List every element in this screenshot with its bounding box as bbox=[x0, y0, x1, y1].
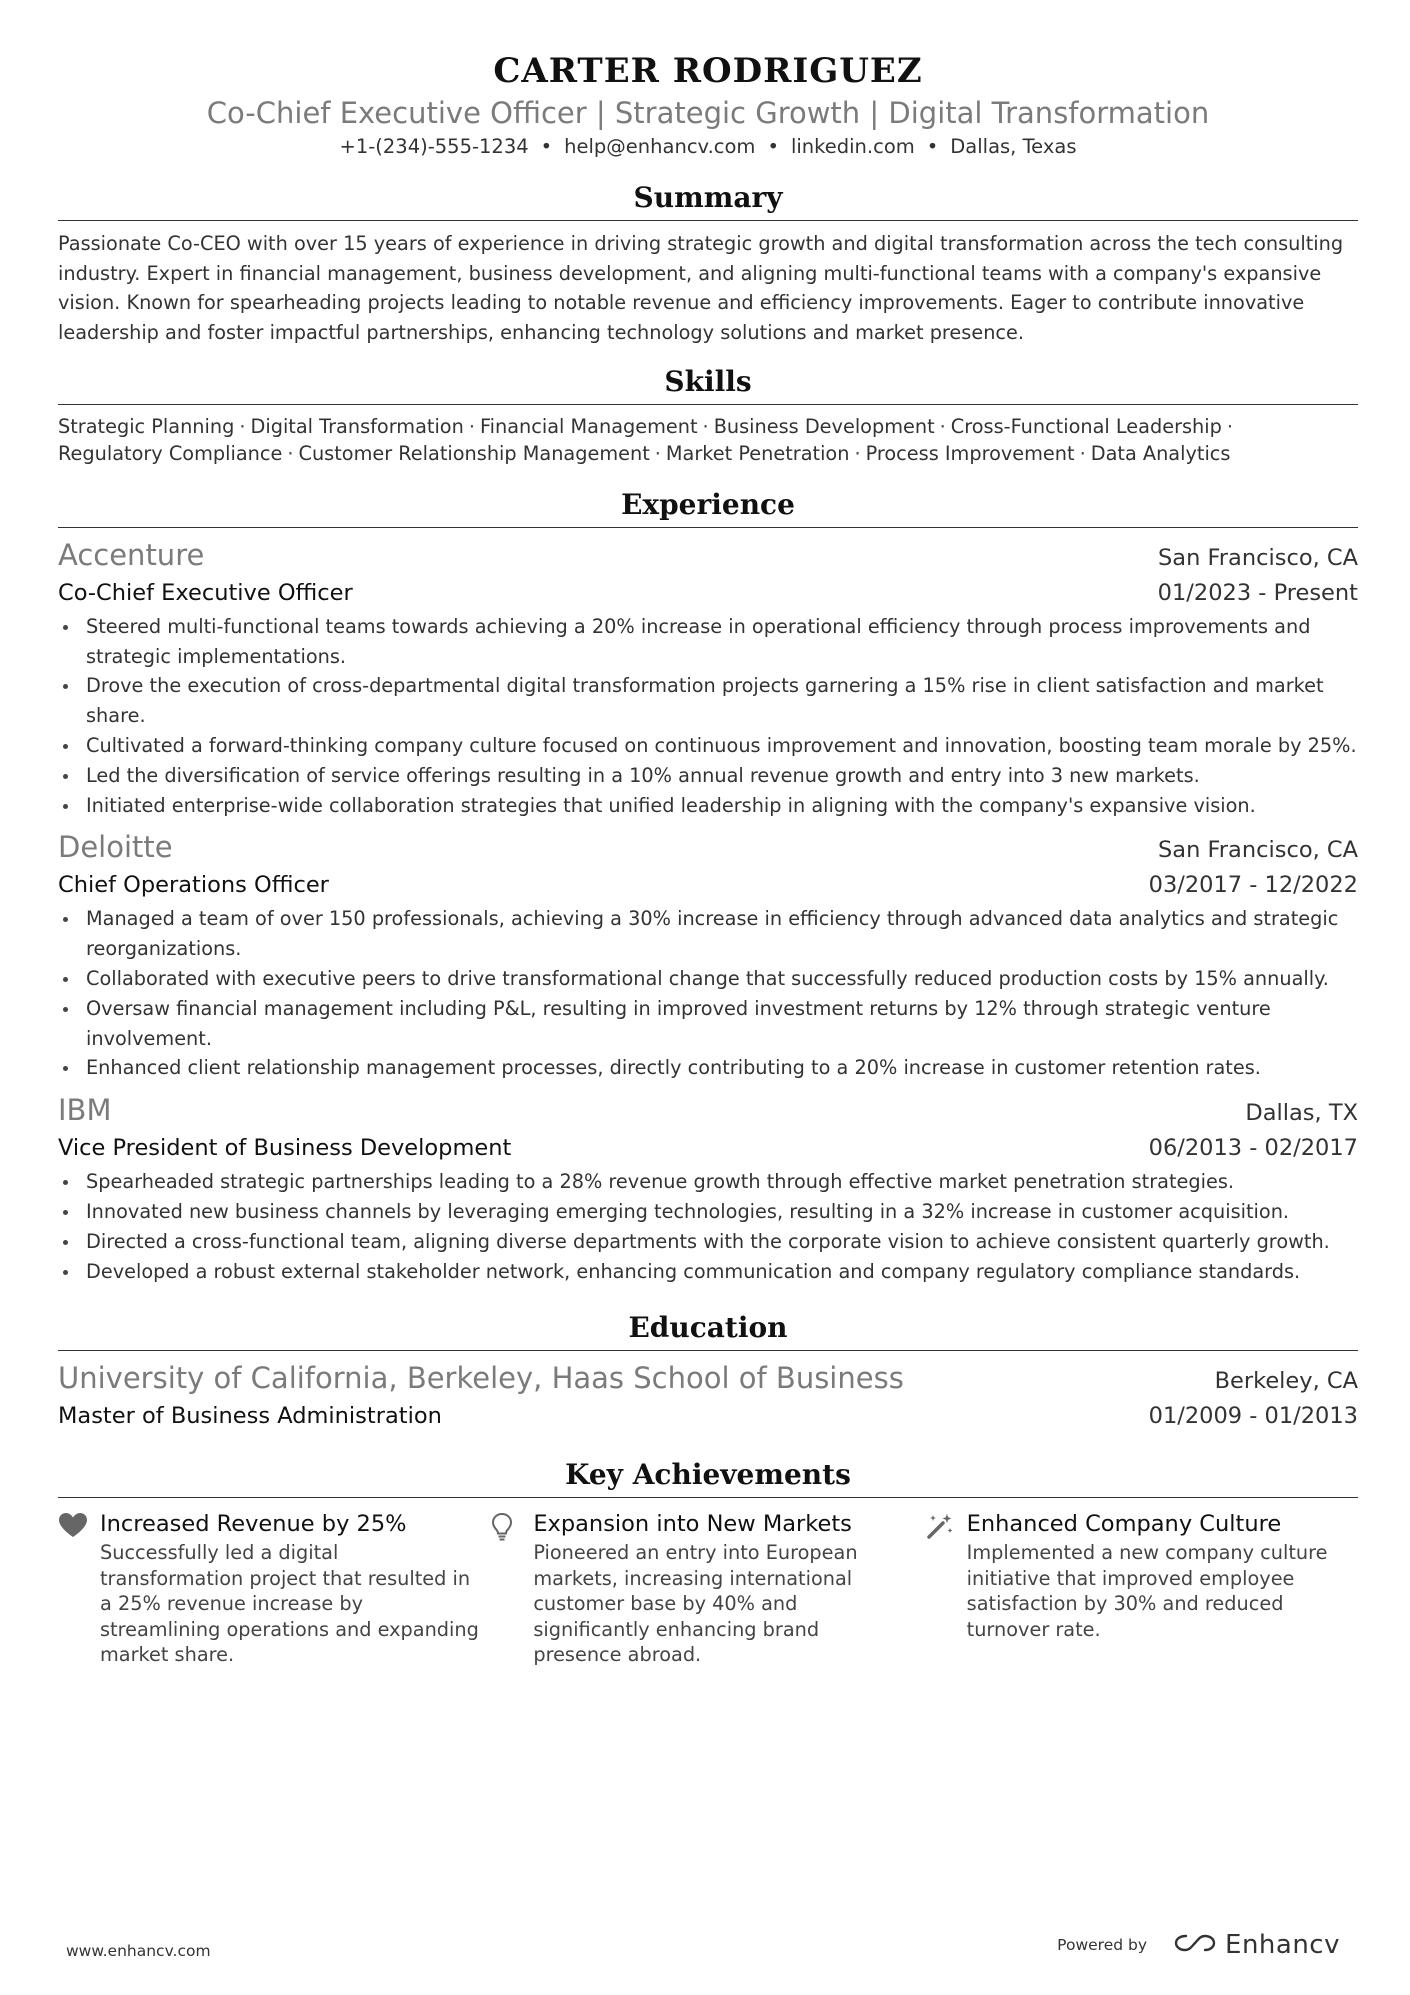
job-bullet: Innovated new business channels by leveraging emerging technologies, resulting in a 32% increase in customer acquisition. bbox=[58, 1197, 1358, 1227]
job-bullet: Spearheaded strategic partnerships leading to a 28% revenue growth through effective market penetration strategies. bbox=[58, 1167, 1358, 1197]
job-role: Vice President of Business Development bbox=[58, 1135, 512, 1162]
skill-item: Customer Relationship Management bbox=[298, 441, 650, 465]
job-bullets bbox=[58, 612, 1358, 821]
job-role: Co-Chief Executive Officer bbox=[58, 579, 353, 606]
magic-wand-icon bbox=[925, 1508, 967, 1668]
skills-section bbox=[58, 362, 1358, 467]
separator-dot: • bbox=[926, 135, 939, 158]
footer-branding bbox=[1057, 1930, 1340, 1960]
summary-section bbox=[58, 178, 1358, 348]
job-bullet: Collaborated with executive peers to drive transformational change that successfully reduced production costs by 15% annually. bbox=[58, 964, 1358, 994]
contact-line bbox=[58, 132, 1358, 162]
job-bullet: Managed a team of over 150 professionals, achieving a 30% increase in efficiency through advanced data analytics and strategic reorganizations. bbox=[58, 904, 1358, 964]
achievement-item bbox=[925, 1508, 1358, 1668]
achievements-heading: Key Achievements bbox=[58, 1455, 1358, 1498]
separator-dot: • bbox=[540, 135, 553, 158]
education-location: Berkeley, CA bbox=[1214, 1368, 1358, 1395]
job-bullet: Developed a robust external stakeholder network, enhancing communication and company regulatory compliance standards. bbox=[58, 1257, 1358, 1287]
job-bullets bbox=[58, 904, 1358, 1083]
contact-linkedin[interactable]: linkedin.com bbox=[790, 135, 915, 158]
summary-text: Passionate Co-CEO with over 15 years of experience in driving strategic growth and digital transformation across the tech consulting industry. Expert in financial management, business development, and aligning multi-functional teams with a company's expansive vision. Known for spearheading projects leading to notable revenue and efficiency improvements. Eager to contribute innovative leadership and foster impactful partnerships, enhancing technology solutions and market presence. bbox=[58, 232, 1344, 345]
skill-item: Digital Transformation bbox=[250, 414, 464, 438]
job-company: IBM bbox=[58, 1093, 112, 1128]
candidate-headline: Co-Chief Executive Officer | Strategic Growth | Digital Transformation bbox=[206, 96, 1210, 130]
skill-item: Process Improvement bbox=[865, 441, 1075, 465]
candidate-name: CARTER RODRIGUEZ bbox=[493, 51, 923, 91]
experience-section bbox=[58, 485, 1358, 1287]
job-bullet: Enhanced client relationship management processes, directly contributing to a 20% increase in customer retention rates. bbox=[58, 1053, 1358, 1083]
job-entry bbox=[58, 1091, 1358, 1286]
skill-item: Regulatory Compliance bbox=[58, 441, 283, 465]
achievement-title: Enhanced Company Culture bbox=[966, 1511, 1282, 1538]
education-degree: Master of Business Administration bbox=[58, 1403, 442, 1430]
job-location: San Francisco, CA bbox=[1158, 837, 1358, 864]
job-bullet: Oversaw financial management including P&L, resulting in improved investment returns by 12% through strategic venture involvement. bbox=[58, 994, 1358, 1054]
job-entry bbox=[58, 536, 1358, 821]
job-company: Accenture bbox=[58, 537, 205, 572]
skill-item: Business Development bbox=[713, 414, 935, 438]
achievement-title: Expansion into New Markets bbox=[533, 1511, 852, 1538]
summary-heading: Summary bbox=[58, 178, 1358, 221]
job-bullet: Directed a cross-functional team, aligning diverse departments with the corporate vision to achieve consistent quarterly growth. bbox=[58, 1227, 1358, 1257]
achievement-description: Pioneered an entry into European markets, increasing international customer base by 40% and significantly enhancing brand presence abroad. bbox=[533, 1541, 858, 1667]
footer-website-link[interactable]: www.enhancv.com bbox=[66, 1942, 211, 1960]
education-section bbox=[58, 1308, 1358, 1433]
resume-page bbox=[58, 48, 1358, 1668]
job-bullet: Initiated enterprise-wide collaboration strategies that unified leadership in aligning with the company's expansive vision. bbox=[58, 791, 1358, 821]
skills-heading: Skills bbox=[58, 362, 1358, 405]
job-dates: 03/2017 - 12/2022 bbox=[1148, 872, 1358, 899]
heart-icon bbox=[58, 1508, 100, 1668]
skills-list: Strategic Planning · Digital Transformation · Financial Management · Business Development · Cross-Functional Leadership · Regulatory Compliance · Customer Relationship Management · Market Penetration · Process Improvement · Data Analytics bbox=[58, 414, 1234, 465]
contact-email[interactable]: help@enhancv.com bbox=[564, 135, 756, 158]
job-bullet: Cultivated a forward-thinking company culture focused on continuous improvement and innovation, boosting team morale by 25%. bbox=[58, 731, 1358, 761]
job-location: Dallas, TX bbox=[1245, 1100, 1358, 1127]
skill-item: Strategic Planning bbox=[58, 414, 235, 438]
job-dates: 06/2013 - 02/2017 bbox=[1148, 1135, 1358, 1162]
achievement-description: Implemented a new company culture initiative that improved employee satisfaction by 30% and reduced turnover rate. bbox=[966, 1541, 1328, 1641]
achievement-item bbox=[58, 1508, 491, 1668]
experience-heading: Experience bbox=[58, 485, 1358, 528]
job-bullet: Steered multi-functional teams towards achieving a 20% increase in operational efficiency through process improvements and strategic implementations. bbox=[58, 612, 1358, 672]
job-bullet: Drove the execution of cross-departmental digital transformation projects garnering a 15% rise in client satisfaction and market share. bbox=[58, 671, 1358, 731]
contact-phone[interactable]: +1-(234)-555-1234 bbox=[339, 135, 529, 158]
job-dates: 01/2023 - Present bbox=[1157, 579, 1358, 606]
achievement-title: Increased Revenue by 25% bbox=[100, 1511, 407, 1538]
job-bullet: Led the diversification of service offerings resulting in a 10% annual revenue growth and entry into 3 new markets. bbox=[58, 761, 1358, 791]
job-bullets bbox=[58, 1167, 1358, 1286]
achievements-list bbox=[58, 1508, 1358, 1668]
separator-dot: • bbox=[767, 135, 779, 158]
achievement-description: Successfully led a digital transformation project that resulted in a 25% revenue increase by streamlining operations and expanding market share. bbox=[100, 1541, 479, 1667]
skill-item: Data Analytics bbox=[1090, 441, 1231, 465]
achievements-section bbox=[58, 1455, 1358, 1668]
contact-location: Dallas, Texas bbox=[950, 135, 1077, 158]
skill-item: Financial Management bbox=[479, 414, 698, 438]
enhancv-logo-text[interactable]: Enhancv bbox=[1225, 1930, 1340, 1960]
job-entry bbox=[58, 828, 1358, 1083]
powered-by-label: Powered by bbox=[1057, 1936, 1148, 1954]
education-entry bbox=[58, 1359, 1358, 1433]
education-school: University of California, Berkeley, Haas School of Business bbox=[58, 1361, 904, 1396]
lightbulb-icon bbox=[491, 1508, 533, 1668]
enhancv-logo-icon bbox=[1173, 1932, 1217, 1958]
skill-item: Cross-Functional Leadership bbox=[950, 414, 1222, 438]
achievement-item bbox=[491, 1508, 924, 1668]
education-dates: 01/2009 - 01/2013 bbox=[1148, 1403, 1358, 1430]
job-role: Chief Operations Officer bbox=[58, 872, 329, 899]
skill-item: Market Penetration bbox=[665, 441, 850, 465]
job-location: San Francisco, CA bbox=[1158, 544, 1358, 571]
education-heading: Education bbox=[58, 1308, 1358, 1351]
job-company: Deloitte bbox=[58, 830, 173, 865]
